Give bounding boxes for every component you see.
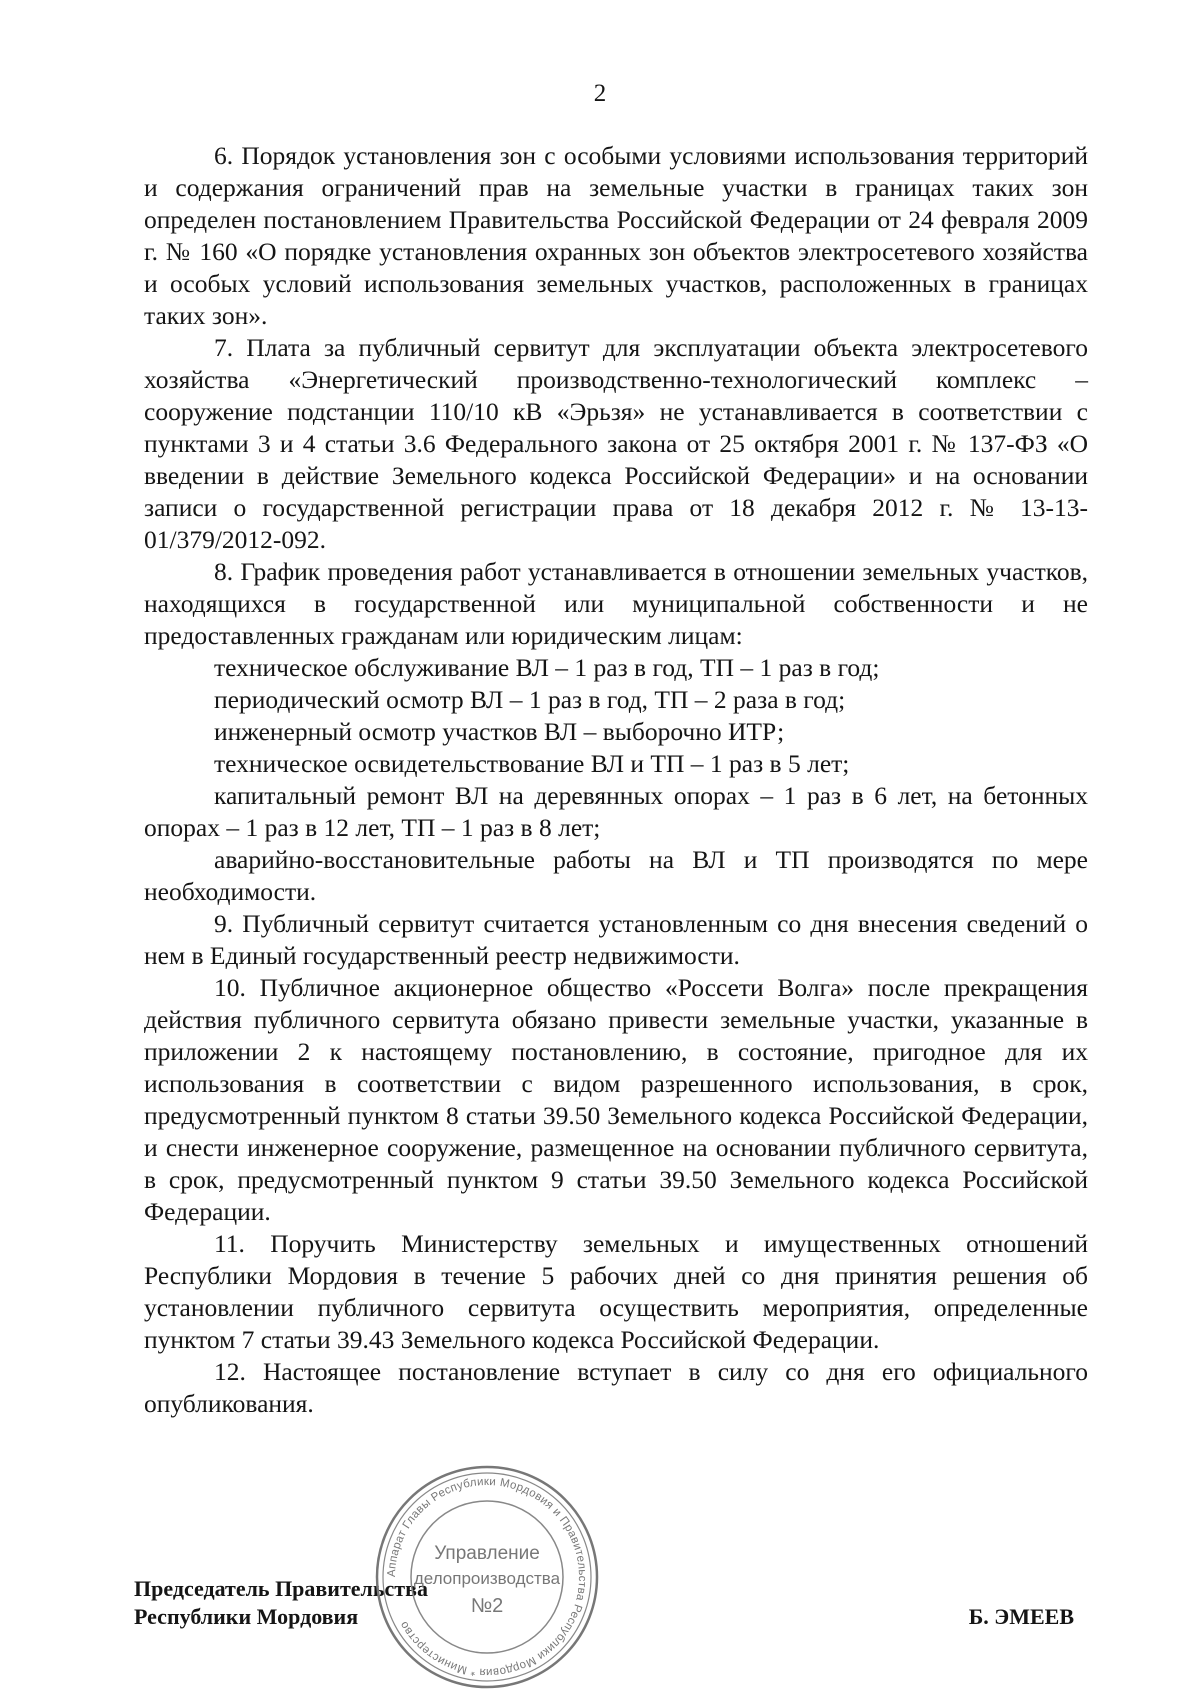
signature-block (134, 1575, 1074, 1631)
stamp-line-1: Управление (434, 1543, 540, 1564)
schedule-item: инженерный осмотр участков ВЛ – выборочно ИТР; (214, 717, 785, 746)
signatory-title-line1: Председатель Правительства (134, 1576, 428, 1601)
document-body (144, 140, 1088, 1420)
paragraph-10: 10. Публичное акционерное общество «Россети Волга» после прекращения действия публичного сервитута обязано привести земельные участки, указанные в приложении 2 к настоящему постановлению, в состояние, пригодное для их использования в соответствии с видом разрешенного использования, в срок, предусмотренный пунктом 8 статьи 39.50 Земельного кодекса Российской Федерации, и снести инженерное сооружение, размещенное на основании публичного сервитута, в срок, предусмотренный пунктом 9 статьи 39.50 Земельного кодекса Российской Федерации. (144, 973, 1088, 1226)
schedule-item: периодический осмотр ВЛ – 1 раз в год, ТП – 2 раза в год; (214, 685, 846, 714)
stamp-line-3: №2 (470, 1595, 504, 1617)
official-stamp-icon (372, 1462, 602, 1692)
signatory-title-line2: Республики Мордовия (134, 1604, 359, 1629)
schedule-item: капитальный ремонт ВЛ на деревянных опорах – 1 раз в 6 лет, на бетонных опорах – 1 раз в 12 лет, ТП – 1 раз в 8 лет; (144, 781, 1088, 842)
paragraph-11: 11. Поручить Министерству земельных и имущественных отношений Республики Мордовия в течение 5 рабочих дней со дня принятия решения об установлении публичного сервитута осуществить мероприятия, определенные пунктом 7 статьи 39.43 Земельного кодекса Российской Федерации. (144, 1229, 1088, 1354)
paragraph-6: 6. Порядок установления зон с особыми условиями использования территорий и содержания ограничений прав на земельные участки в границах таких зон определен постановлением Правительства Российской Федерации от 24 февраля 2009 г. № 160 «О порядке установления охранных зон объектов электросетевого хозяйства и особых условий использования земельных участков, расположенных в границах таких зон». (144, 141, 1088, 330)
schedule-item: аварийно-восстановительные работы на ВЛ и ТП производятся по мере необходимости. (144, 845, 1088, 906)
schedule-item: техническое обслуживание ВЛ – 1 раз в год, ТП – 1 раз в год; (214, 653, 880, 682)
page-number: 2 (593, 80, 607, 107)
paragraph-9: 9. Публичный сервитут считается установленным со дня внесения сведений о нем в Единый государственный реестр недвижимости. (144, 909, 1088, 970)
signatory-name: Б. ЭМЕЕВ (968, 1604, 1074, 1629)
stamp-ring-text: Аппарат Главы Республики Мордовия и Правительства Республики Мордовия * Министерство (385, 1475, 589, 1679)
stamp-line-2: делопроизводства (413, 1569, 561, 1588)
paragraph-8: 8. График проведения работ устанавливается в отношении земельных участков, находящихся в государственной или муниципальной собственности и не предоставленных гражданам или юридическим лицам: (144, 557, 1088, 650)
paragraph-7: 7. Плата за публичный сервитут для эксплуатации объекта электросетевого хозяйства «Энергетический производственно-технологический комплекс – сооружение подстанции 110/10 кВ «Эрьзя» не устанавливается в соответствии с пунктами 3 и 4 статьи 3.6 Федерального закона от 25 октября 2001 г. № 137-ФЗ «О введении в действие Земельного кодекса Российской Федерации» и на основании записи о государственной регистрации права от 18 декабря 2012 г. № 13-13-01/379/2012-092. (144, 333, 1088, 554)
paragraph-12: 12. Настоящее постановление вступает в силу со дня его официального опубликования. (144, 1357, 1088, 1418)
schedule-item: техническое освидетельствование ВЛ и ТП – 1 раз в 5 лет; (214, 749, 850, 778)
